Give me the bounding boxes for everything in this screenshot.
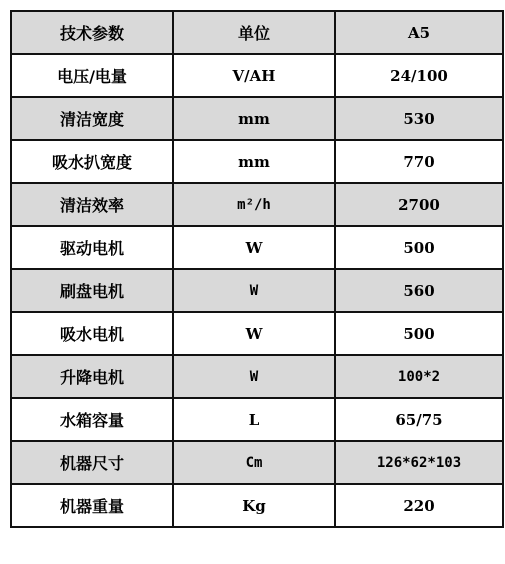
unit-cell: Cm xyxy=(173,441,335,484)
param-cell: 清洁宽度 xyxy=(11,97,173,140)
value-cell: 770 xyxy=(335,140,503,183)
value-cell: 126*62*103 xyxy=(335,441,503,484)
table-row xyxy=(11,441,503,484)
param-cell: 驱动电机 xyxy=(11,226,173,269)
value-cell: 100*2 xyxy=(335,355,503,398)
unit-cell: Kg xyxy=(173,484,335,527)
table-row xyxy=(11,269,503,312)
unit-cell: W xyxy=(173,312,335,355)
param-cell: 清洁效率 xyxy=(11,183,173,226)
table-row xyxy=(11,183,503,226)
unit-cell: m²/h xyxy=(173,183,335,226)
unit-cell: L xyxy=(173,398,335,441)
header-param: 技术参数 xyxy=(11,11,173,54)
table-row xyxy=(11,484,503,527)
unit-cell: mm xyxy=(173,140,335,183)
header-unit: 单位 xyxy=(173,11,335,54)
value-cell: 530 xyxy=(335,97,503,140)
value-cell: 500 xyxy=(335,312,503,355)
value-cell: 220 xyxy=(335,484,503,527)
unit-cell: mm xyxy=(173,97,335,140)
param-cell: 吸水电机 xyxy=(11,312,173,355)
param-cell: 电压/电量 xyxy=(11,54,173,97)
param-cell: 吸水扒宽度 xyxy=(11,140,173,183)
table-row xyxy=(11,355,503,398)
table-row xyxy=(11,54,503,97)
unit-cell: W xyxy=(173,355,335,398)
table-row xyxy=(11,140,503,183)
value-cell: 24/100 xyxy=(335,54,503,97)
table-row xyxy=(11,398,503,441)
unit-cell: W xyxy=(173,269,335,312)
value-cell: 2700 xyxy=(335,183,503,226)
unit-cell: V/AH xyxy=(173,54,335,97)
spec-table xyxy=(10,10,504,528)
param-cell: 机器重量 xyxy=(11,484,173,527)
param-cell: 机器尺寸 xyxy=(11,441,173,484)
table-header-row xyxy=(11,11,503,54)
table-row xyxy=(11,312,503,355)
value-cell: 65/75 xyxy=(335,398,503,441)
unit-cell: W xyxy=(173,226,335,269)
value-cell: 500 xyxy=(335,226,503,269)
param-cell: 刷盘电机 xyxy=(11,269,173,312)
value-cell: 560 xyxy=(335,269,503,312)
table-row xyxy=(11,226,503,269)
table-row xyxy=(11,97,503,140)
param-cell: 水箱容量 xyxy=(11,398,173,441)
header-model: A5 xyxy=(335,11,503,54)
param-cell: 升降电机 xyxy=(11,355,173,398)
